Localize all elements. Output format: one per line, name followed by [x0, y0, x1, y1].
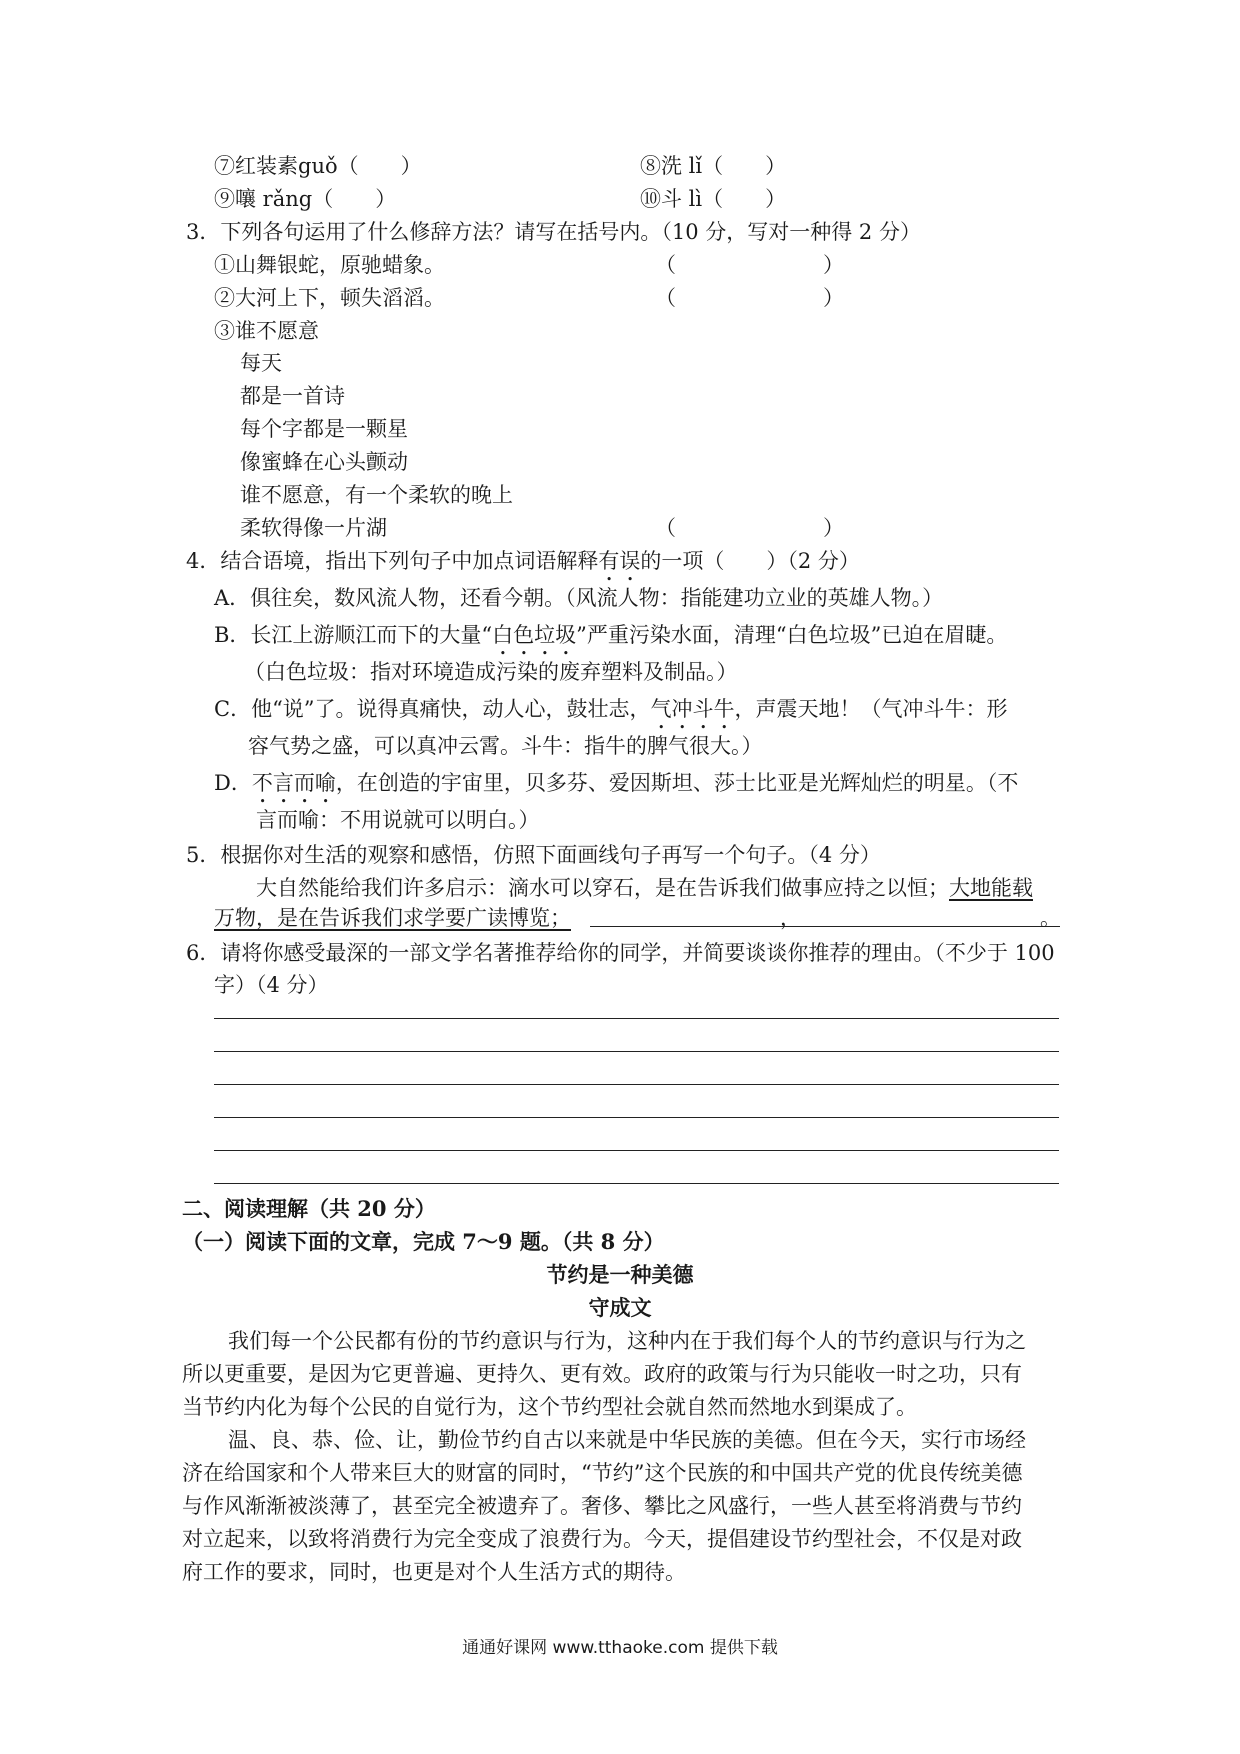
paragraph-line: 所以更重要，是因为它更普遍、更持久、更有效。政府的政策与行为只能收一时之功，只有: [182, 1362, 1022, 1386]
q5-period: 。: [1040, 906, 1061, 930]
q4-option-b: B．长江上游顺江而下的大量“白色垃圾”严重污染水面，清理“白色垃圾”已迫在眉睫。: [214, 623, 1008, 647]
q5-example-line-1: 大自然能给我们许多启示：滴水可以穿石，是在告诉我们做事应持之以恒；大地能载: [256, 876, 1033, 900]
q3-answer-blank-3[interactable]: （ ）: [655, 516, 844, 540]
paragraph-line: 济在给国家和个人带来巨大的财富的同时，“节约”这个民族的和中国共产党的优良传统美德: [182, 1461, 1023, 1485]
answer-line[interactable]: [214, 1018, 1059, 1019]
q2-item-7: ⑦红装素guǒ（ ）: [214, 154, 422, 178]
paragraph-line: 对立起来，以致将消费行为完全变成了浪费行为。今天，提倡建设节约型社会，不仅是对政: [182, 1527, 1022, 1551]
q3-poem-line: 每天: [240, 351, 282, 375]
q5-example-line-2: [214, 903, 571, 933]
q3-poem-line: 都是一首诗: [240, 384, 345, 408]
q3-poem-line: ③谁不愿意: [214, 319, 319, 343]
q4-option-d-explanation: 言而喻：不用说就可以明白。）: [256, 808, 540, 832]
q2-item-9: ⑨嚷 rǎng（ ）: [214, 187, 397, 211]
q4-option-c: C．他“说”了。说得真痛快，动人心，鼓壮志，气冲斗牛，声震天地！（气冲斗牛：形: [214, 697, 1008, 721]
paragraph-line: 府工作的要求，同时，也更是对个人生活方式的期待。: [182, 1560, 686, 1584]
q4-option-a: A．俱往矣，数风流人物，还看今朝。（风流人物：指能建功立业的英雄人物。）: [214, 586, 944, 610]
section-title: 二、阅读理解（共 20 分）: [182, 1196, 436, 1221]
q2-item-8: ⑧洗 lǐ（ ）: [640, 154, 787, 178]
answer-line[interactable]: [214, 1051, 1059, 1052]
answer-line[interactable]: [214, 1117, 1059, 1118]
q3-poem-line: 谁不愿意，有一个柔软的晚上: [240, 483, 513, 507]
underlined-text: 万物，是在告诉我们求学要广读博览；: [214, 906, 571, 930]
emphasis-dotted-word: 白色垃圾: [492, 623, 577, 647]
paragraph-line: 当节约内化为每个公民的自觉行为，这个节约型社会就自然而然地水到渠成了。: [182, 1395, 917, 1419]
q4-stem: 4．结合语境，指出下列句子中加点词语解释有误的一项（ ）（2 分）: [186, 549, 860, 573]
q5-comma: ，: [780, 906, 801, 930]
q4-option-b-explanation: （白色垃圾：指对环境造成污染的废弃塑料及制品。）: [244, 660, 738, 684]
q3-poem-line: 每个字都是一颗星: [240, 417, 408, 441]
q3-sentence-1: ①山舞银蛇，原驰蜡象。: [214, 253, 445, 277]
emphasis-dotted-word: 不言而喻: [251, 771, 336, 795]
q3-answer-blank-2[interactable]: （ ）: [655, 286, 844, 310]
q3-answer-blank-1[interactable]: （ ）: [655, 253, 844, 277]
emphasis-dotted-word: 有误: [598, 549, 641, 573]
paragraph-line: 温、良、恭、俭、让，勤俭节约自古以来就是中华民族的美德。但在今天，实行市场经: [228, 1428, 1026, 1452]
article-title: 节约是一种美德: [546, 1262, 694, 1287]
answer-line[interactable]: [214, 1150, 1059, 1151]
q5-answer-blank[interactable]: [590, 926, 1060, 927]
section-subtitle: （一）阅读下面的文章，完成 7～9 题。（共 8 分）: [182, 1229, 665, 1254]
q3-stem: 3．下列各句运用了什么修辞方法？请写在括号内。（10 分，写对一种得 2 分）: [186, 220, 921, 244]
q3-poem-line: 像蜜蜂在心头颤动: [240, 450, 408, 474]
article-author: 守成文: [588, 1295, 652, 1320]
q2-item-10: ⑩斗 lì（ ）: [640, 187, 787, 211]
q4-option-d: D．不言而喻，在创造的宇宙里，贝多芬、爱因斯坦、莎士比亚是光辉灿烂的明星。（不: [214, 771, 1019, 795]
page-footer: 通通好课网 www.tthaoke.com 提供下载: [462, 1638, 778, 1658]
underlined-text: 大地能载: [949, 876, 1033, 900]
q6-stem-line-2: 字）（4 分）: [214, 973, 329, 997]
q4-option-c-explanation: 容气势之盛，可以真冲云霄。斗牛：指牛的脾气很大。）: [248, 734, 763, 758]
q6-stem-line-1: 6．请将你感受最深的一部文学名著推荐给你的同学，并简要谈谈你推荐的理由。（不少于 100: [186, 941, 1055, 965]
paragraph-line: 我们每一个公民都有份的节约意识与行为，这种内在于我们每个人的节约意识与行为之: [228, 1329, 1026, 1353]
q5-stem: 5．根据你对生活的观察和感悟，仿照下面画线句子再写一个句子。（4 分）: [186, 843, 881, 867]
paragraph-line: 与作风渐渐被淡薄了，甚至完全被遗弃了。奢侈、攀比之风盛行，一些人甚至将消费与节约: [182, 1494, 1022, 1518]
emphasis-dotted-word: 气冲斗牛: [650, 697, 735, 721]
q3-sentence-2: ②大河上下，顿失滔滔。: [214, 286, 445, 310]
answer-line[interactable]: [214, 1183, 1059, 1184]
answer-line[interactable]: [214, 1084, 1059, 1085]
q3-poem-line: 柔软得像一片湖: [240, 516, 387, 540]
